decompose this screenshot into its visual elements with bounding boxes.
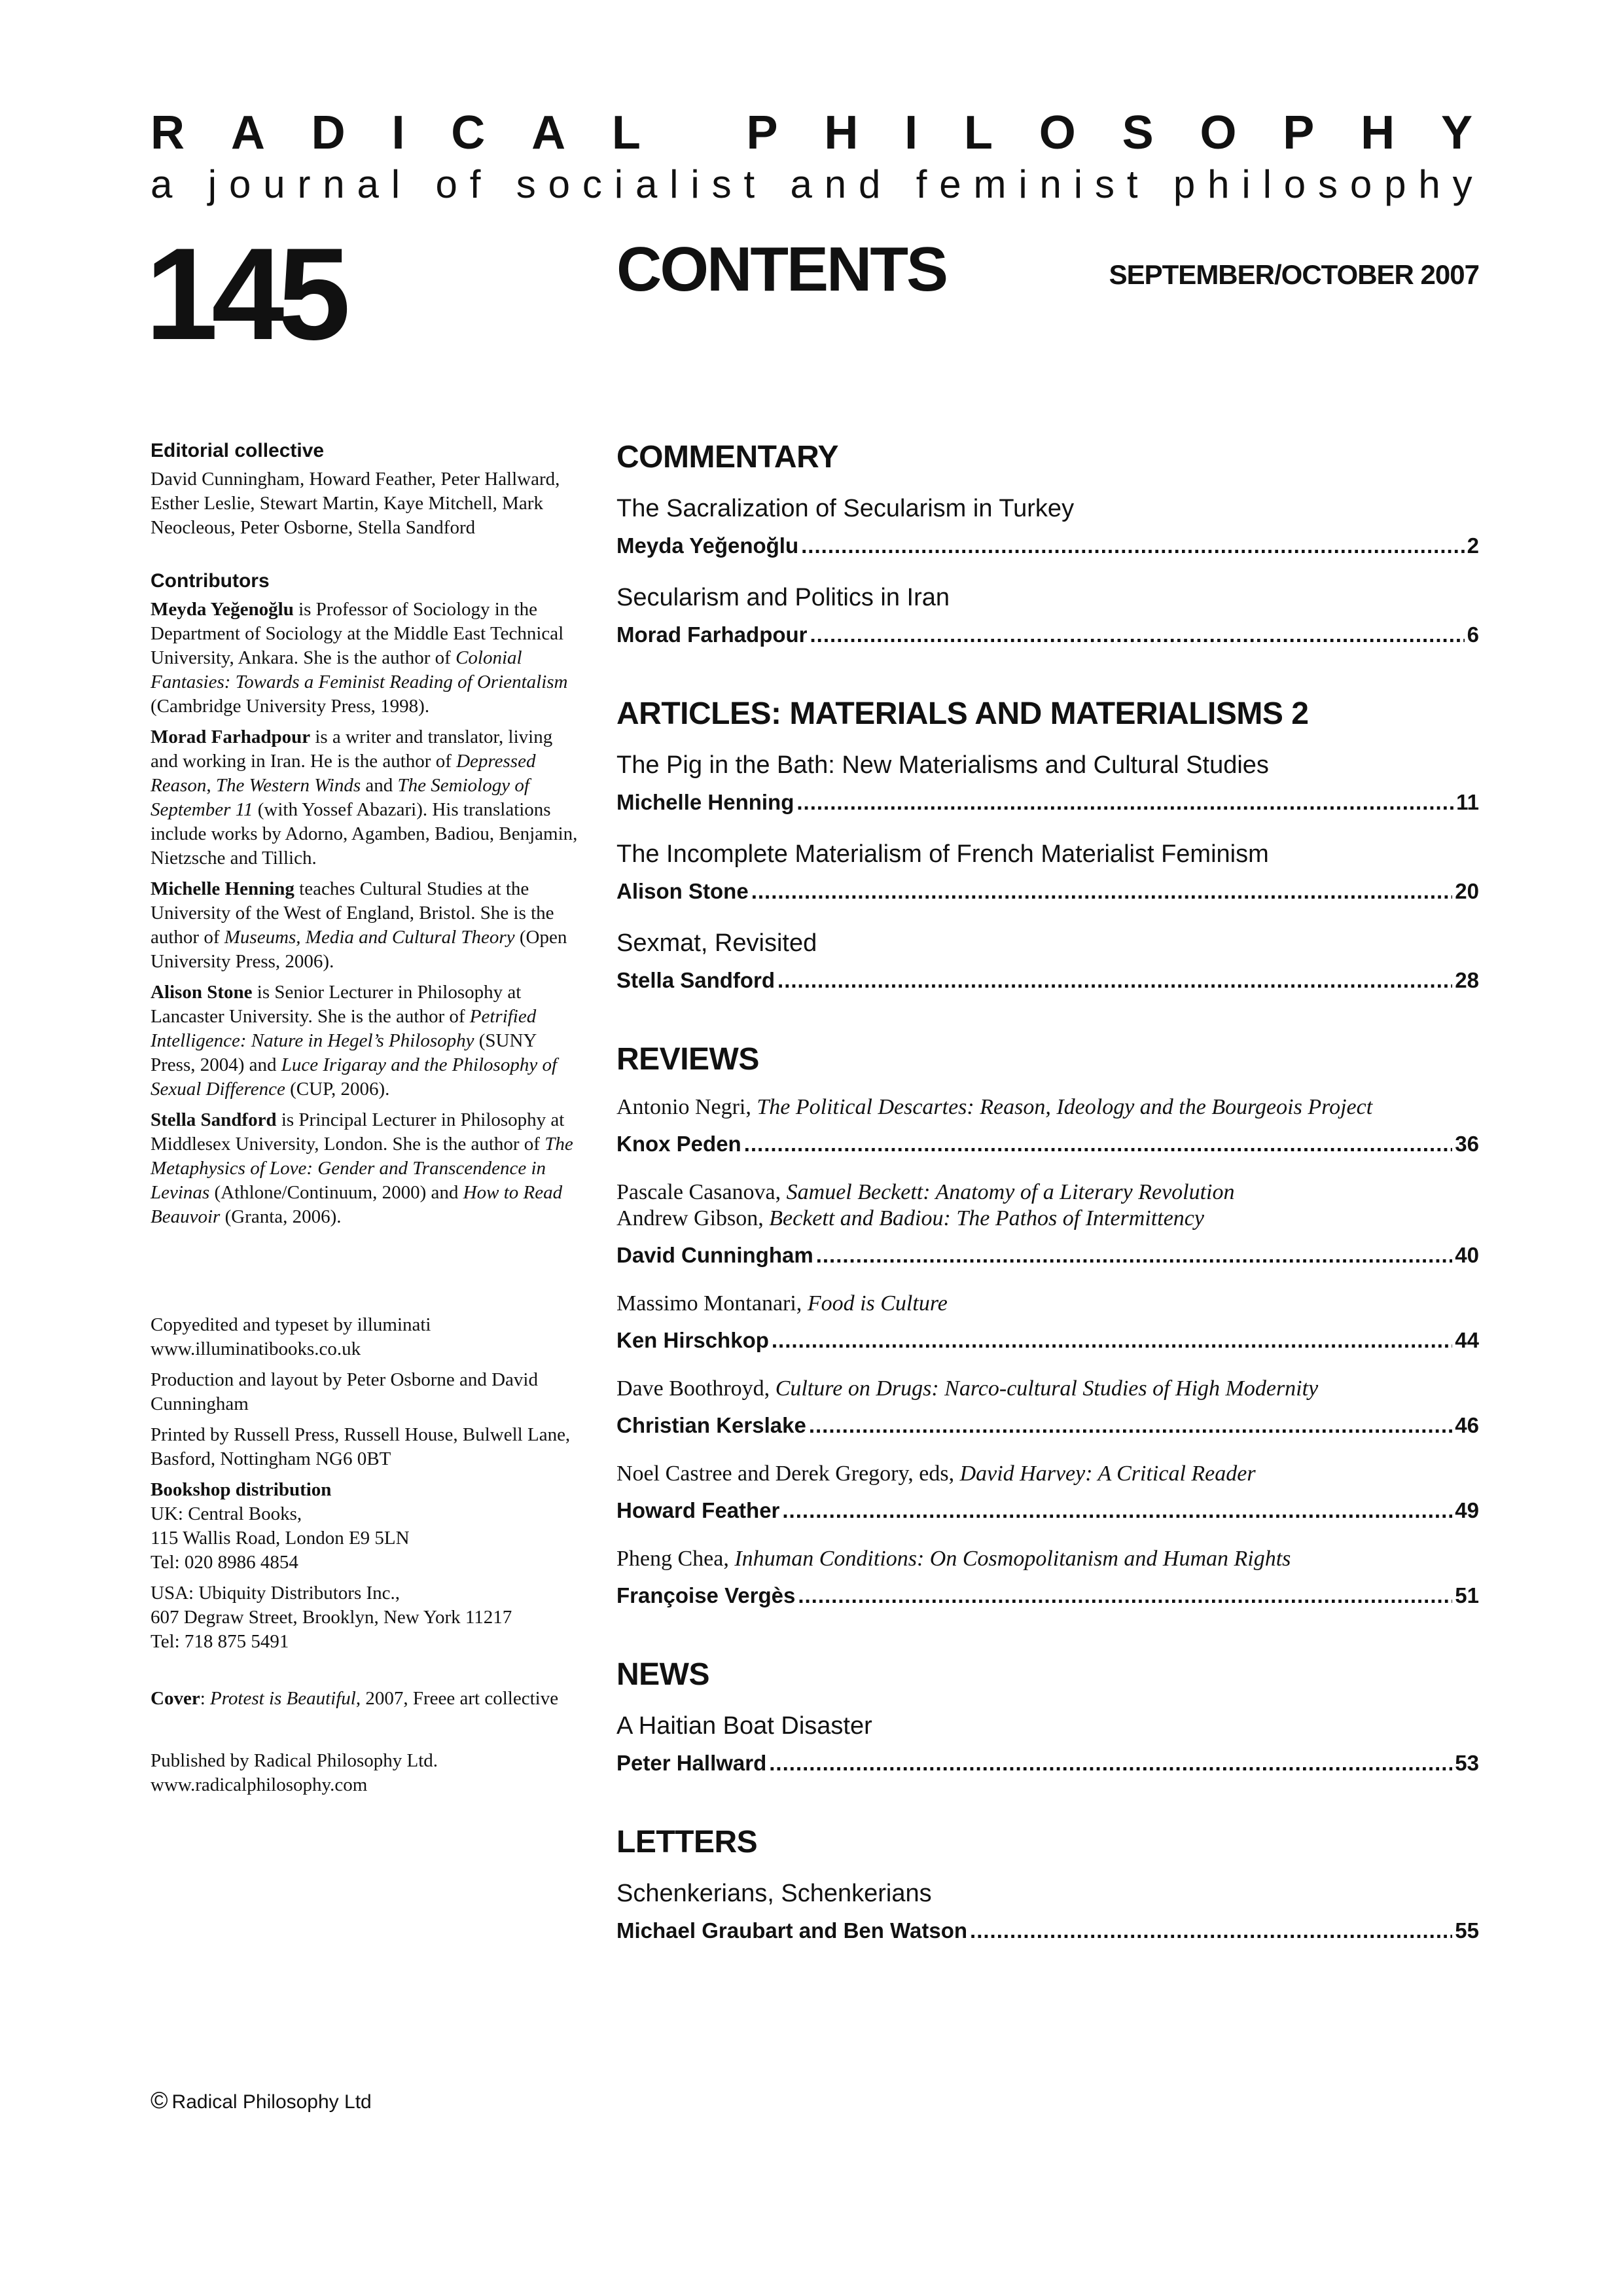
entry-title: Schenkerians, Schenkerians	[616, 1880, 932, 1907]
masthead-glyph: o	[548, 162, 571, 206]
journal-title	[151, 103, 1472, 162]
masthead-glyph: n	[824, 162, 847, 206]
masthead-glyph: p	[1173, 162, 1196, 206]
entry-author-line: Michael Graubart and Ben Watson ..... 55	[616, 1916, 1479, 1945]
masthead-glyph: c	[582, 162, 602, 206]
review-book: Pascale Casanova, Samuel Beckett: Anatomy of a Literary Revolution Andrew Gibson, Beckett and Badiou: The Pathos of Intermittency	[616, 1180, 1235, 1230]
masthead-glyph: j	[207, 162, 217, 206]
masthead-glyph: A	[230, 107, 265, 159]
masthead-glyph: L	[964, 107, 993, 159]
masthead-glyph: o	[1349, 162, 1372, 206]
masthead-glyph: R	[151, 107, 185, 159]
entry-author-line: Michelle Henning ..... 11	[616, 788, 1479, 817]
entry-author-line: Meyda Yeğenoğlu ..... 2	[616, 531, 1479, 560]
entry-author-line: Knox Peden ..... 36	[616, 1130, 1479, 1158]
entry-author-line: Peter Hallward ..... 53	[616, 1749, 1479, 1778]
masthead-glyph: A	[531, 107, 566, 159]
masthead-glyph	[493, 160, 504, 209]
masthead-glyph: f	[469, 162, 481, 206]
journal-subtitle	[151, 160, 1472, 209]
entry-author-line: Morad Farhadpour ..... 6	[616, 620, 1479, 649]
masthead-glyph: e	[939, 162, 961, 206]
production-credit: Production and layout by Peter Osborne and David Cunningham	[151, 1369, 538, 1414]
entry-author-line: Christian Kerslake ..... 46	[616, 1411, 1479, 1440]
masthead-glyph	[185, 160, 196, 209]
section-heading-articles: ARTICLES: MATERIALS AND MATERIALISMS 2	[616, 696, 1309, 731]
entry-title: A Haitian Boat Disaster	[616, 1712, 872, 1740]
issue-number: 145	[145, 221, 344, 367]
entry-author-line: David Cunningham ..... 40	[616, 1241, 1479, 1270]
masthead-glyph: s	[516, 162, 536, 206]
section-heading-news: NEWS	[616, 1657, 709, 1692]
masthead-glyph: i	[690, 162, 700, 206]
masthead-glyph: O	[1039, 107, 1076, 159]
contributor-bio: Meyda Yeğenoğlu is Professor of Sociology in the Department of Sociology at the Middle East Technical University, Ankara. She is the author of Colonial Fantasies: Towards a Feminist Reading of Orientalism (Cambridge University Press, 1998).	[151, 599, 568, 717]
masthead-glyph: O	[1200, 107, 1237, 159]
masthead-glyph	[687, 103, 700, 162]
contributor-bio: Alison Stone is Senior Lecturer in Philosophy at Lancaster University. She is the author of Petrified Intelligence: Nature in Hegel’s Philosophy (SUNY Press, 2004) and Luce Irigaray and the Philosophy of Sexual Difference (CUP, 2006).	[151, 982, 558, 1100]
cover-credit: Cover: Protest is Beautiful, 2007, Freee art collective	[151, 1688, 559, 1709]
masthead-glyph: Y	[1440, 107, 1472, 159]
contents-heading: CONTENTS	[616, 234, 946, 304]
entry-title: Sexmat, Revisited	[616, 929, 817, 957]
masthead-glyph: a	[357, 162, 379, 206]
contributors-heading: Contributors	[151, 570, 270, 592]
masthead-glyph: a	[790, 162, 812, 206]
masthead-glyph: P	[1283, 107, 1315, 159]
masthead-glyph: s	[1318, 162, 1338, 206]
entry-title: The Pig in the Bath: New Materialisms and Cultural Studies	[616, 751, 1269, 779]
masthead-glyph: d	[858, 162, 881, 206]
masthead-glyph: m	[973, 162, 1007, 206]
masthead-glyph: n	[1039, 162, 1061, 206]
review-book: Massimo Montanari, Food is Culture	[616, 1291, 948, 1316]
contents-column	[616, 437, 1479, 1966]
masthead-glyph: i	[1073, 162, 1083, 206]
masthead-glyph: H	[1361, 107, 1395, 159]
masthead-glyph: o	[435, 162, 457, 206]
bookshop-heading: Bookshop distribution	[151, 1479, 332, 1500]
masthead-glyph: h	[1418, 162, 1440, 206]
usa-distribution: USA: Ubiquity Distributors Inc., 607 Degraw Street, Brooklyn, New York 11217 Tel: 718 875 5491	[151, 1583, 512, 1652]
masthead-glyph: l	[1262, 162, 1272, 206]
section-heading-commentary: COMMENTARY	[616, 440, 838, 475]
masthead-glyph: i	[1241, 162, 1251, 206]
review-book: Antonio Negri, The Political Descartes: Reason, Ideology and the Bourgeois Project	[616, 1095, 1373, 1119]
masthead-glyph: S	[1122, 107, 1154, 159]
review-book: Pheng Chea, Inhuman Conditions: On Cosmopolitanism and Human Rights	[616, 1547, 1291, 1571]
masthead-glyph: t	[743, 162, 755, 206]
entry-author-line: Howard Feather ..... 49	[616, 1496, 1479, 1525]
left-column	[151, 439, 582, 1797]
printer-credit: Printed by Russell Press, Russell House, Bulwell Lane, Basford, Nottingham NG6 0BT	[151, 1424, 571, 1469]
masthead-glyph: I	[904, 107, 918, 159]
entry-author-line: Ken Hirschkop ..... 44	[616, 1326, 1479, 1355]
entry-author-line: Françoise Vergès ..... 51	[616, 1581, 1479, 1610]
entry-author-line: Alison Stone ..... 20	[616, 877, 1479, 906]
masthead-glyph: t	[1126, 162, 1138, 206]
masthead-glyph: h	[1207, 162, 1230, 206]
masthead-glyph: s	[1094, 162, 1115, 206]
review-book: Dave Boothroyd, Culture on Drugs: Narco-cultural Studies of High Modernity	[616, 1376, 1319, 1401]
masthead-glyph: i	[1018, 162, 1027, 206]
uk-distribution: UK: Central Books, 115 Wallis Road, London E9 5LN Tel: 020 8986 4854	[151, 1503, 410, 1573]
masthead-glyph: s	[711, 162, 732, 206]
issue-date: SEPTEMBER/OCTOBER 2007	[1109, 259, 1479, 290]
masthead-glyph: y	[1452, 162, 1472, 206]
masthead-glyph	[767, 160, 778, 209]
review-book: Noel Castree and Derek Gregory, eds, David Harvey: A Critical Reader	[616, 1462, 1256, 1486]
masthead-glyph: p	[1384, 162, 1406, 206]
publisher-credit: Published by Radical Philosophy Ltd. www.radicalphilosophy.com	[151, 1750, 438, 1795]
masthead-glyph: P	[746, 107, 778, 159]
masthead-glyph: C	[451, 107, 486, 159]
masthead-glyph: I	[391, 107, 405, 159]
masthead-glyph: D	[311, 107, 346, 159]
contributors-list	[151, 598, 582, 1229]
masthead-glyph: l	[669, 162, 679, 206]
editorial-heading: Editorial collective	[151, 440, 325, 461]
masthead-glyph: n	[323, 162, 345, 206]
section-heading-reviews: REVIEWS	[616, 1042, 759, 1077]
masthead-glyph	[1150, 160, 1161, 209]
entry-title: The Incomplete Materialism of French Materialist Feminism	[616, 840, 1269, 868]
copyedit-credit: Copyedited and typeset by illuminati www.illuminatibooks.co.uk	[151, 1314, 431, 1359]
entry-title: Secularism and Politics in Iran	[616, 584, 950, 611]
masthead-glyph: f	[916, 162, 927, 206]
masthead-glyph	[412, 160, 423, 209]
section-heading-letters: LETTERS	[616, 1825, 758, 1859]
masthead-glyph: i	[614, 162, 624, 206]
entry-author-line: Stella Sandford ..... 28	[616, 966, 1479, 995]
masthead-glyph: u	[263, 162, 285, 206]
editorial-members: David Cunningham, Howard Feather, Peter Hallward, Esther Leslie, Stewart Martin, Kaye Mitchell, Mark Neocleous, Peter Osborne, Stella Sandford	[151, 469, 560, 538]
masthead-glyph: o	[228, 162, 251, 206]
entry-title: The Sacralization of Secularism in Turkey	[616, 495, 1075, 522]
masthead-glyph: o	[1283, 162, 1306, 206]
masthead-glyph: r	[297, 162, 311, 206]
contributor-bio: Stella Sandford is Principal Lecturer in Philosophy at Middlesex University, London. She is the author of The Metaphysics of Love: Gender and Transcendence in Levinas (Athlone/Continuum, 2000) and How to Read Beauvoir (Granta, 2006).	[151, 1109, 573, 1227]
copyright-notice: © Radical Philosophy Ltd	[151, 2087, 372, 2113]
masthead-glyph: a	[635, 162, 658, 206]
masthead-glyph: a	[151, 162, 173, 206]
contributor-bio: Morad Farhadpour is a writer and translator, living and working in Iran. He is the author of Depressed Reason, The Western Winds and The Semiology of September 11 (with Yossef Abazari). His translations include works by Adorno, Agamben, Badiou, Benjamin, Nietzsche and Tillich.	[151, 726, 578, 869]
masthead-glyph: l	[391, 162, 401, 206]
masthead-glyph: H	[824, 107, 859, 159]
masthead-glyph: L	[611, 107, 641, 159]
masthead-glyph	[893, 160, 904, 209]
contributor-bio: Michelle Henning teaches Cultural Studies at the University of the West of England, Bristol. She is the author of Museums, Media and Cultural Theory (Open University Press, 2006).	[151, 878, 567, 972]
copyright-icon: ©	[151, 2087, 168, 2113]
